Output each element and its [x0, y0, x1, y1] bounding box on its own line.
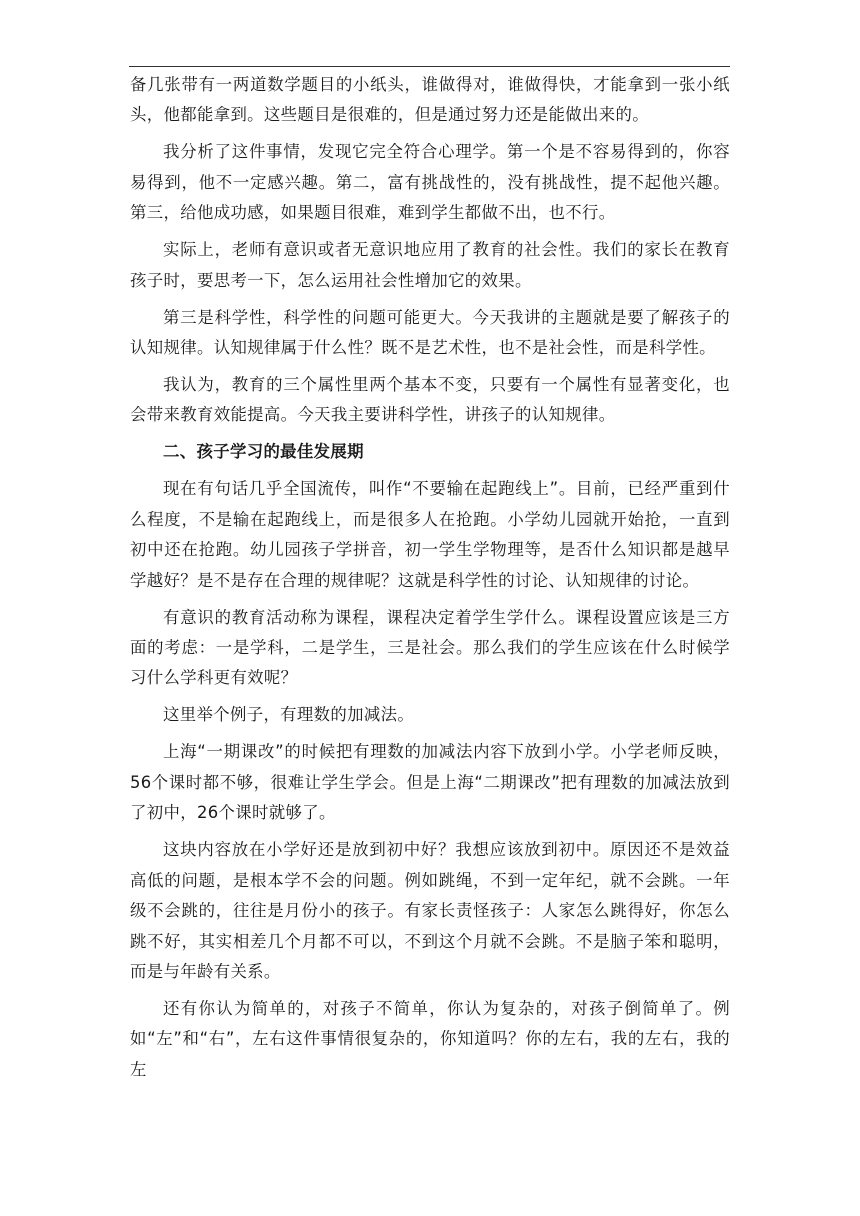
paragraph-3: 实际上，老师有意识或者无意识地应用了教育的社会性。我们的家长在教育孩子时，要思考一下，怎么运用社会性增加它的效果。 — [130, 240, 730, 290]
paragraph-11: 还有你认为简单的，对孩子不简单，你认为复杂的，对孩子倒简单了。例如“左”和“右”，左右这件事情很复杂的，你知道吗？你的左右，我的左右，我的左 — [130, 998, 730, 1079]
paragraph-8: 这里举个例子，有理数的加减法。 — [163, 705, 415, 725]
document-body — [130, 70, 730, 1092]
paragraph-2: 我分析了这件事情，发现它完全符合心理学。第一个是不容易得到的，你容易得到，他不一定感兴趣。第二，富有挑战性的，没有挑战性，提不起他兴趣。第三，给他成功感，如果题目很难，难到学生都做不出，也不行。 — [130, 142, 730, 223]
paragraph-10: 这块内容放在小学好还是放到初中好？我想应该放到初中。原因还不是效益高低的问题，是根本学不会的问题。例如跳绳，不到一定年纪，就不会跳。一年级不会跳的，往往是月份小的孩子。有家长责怪孩子：人家怎么跳得好，你怎么跳不好，其实相差几个月都不可以，不到这个月就不会跳。不是脑子笨和聪明，而是与年龄有关系。 — [130, 840, 730, 981]
paragraph-6: 现在有句话几乎全国流传，叫作“不要输在起跑线上”。目前，已经严重到什么程度，不是输在起跑线上，而是很多人在抢跑。小学幼儿园就开始抢，一直到初中还在抢跑。幼儿园孩子学拼音，初一学生学物理等，是否什么知识都是越早学越好？是不是存在合理的规律呢？这就是科学性的讨论、认知规律的讨论。 — [130, 479, 730, 590]
paragraph-9: 上海“一期课改”的时候把有理数的加减法内容下放到小学。小学老师反映，56个课时都不够，很难让学生学会。但是上海“二期课改”把有理数的加减法放到了初中，26个课时就够了。 — [130, 742, 730, 823]
header-rule — [129, 66, 730, 67]
paragraph-1: 备几张带有一两道数学题目的小纸头，谁做得对，谁做得快，才能拿到一张小纸头，他都能拿到。这些题目是很难的，但是通过努力还是能做出来的。 — [130, 75, 730, 125]
section-heading: 二、孩子学习的最佳发展期 — [163, 442, 364, 462]
paragraph-4: 第三是科学性，科学性的问题可能更大。今天我讲的主题就是要了解孩子的认知规律。认知规律属于什么性？既不是艺术性，也不是社会性，而是科学性。 — [130, 307, 730, 358]
paragraph-5: 我认为，教育的三个属性里两个基本不变，只要有一个属性有显著变化，也会带来教育效能提高。今天我主要讲科学性，讲孩子的认知规律。 — [130, 375, 730, 425]
paragraph-7: 有意识的教育活动称为课程，课程决定着学生学什么。课程设置应该是三方面的考虑：一是学科，二是学生，三是社会。那么我们的学生应该在什么时候学习什么学科更有效呢？ — [130, 607, 730, 688]
